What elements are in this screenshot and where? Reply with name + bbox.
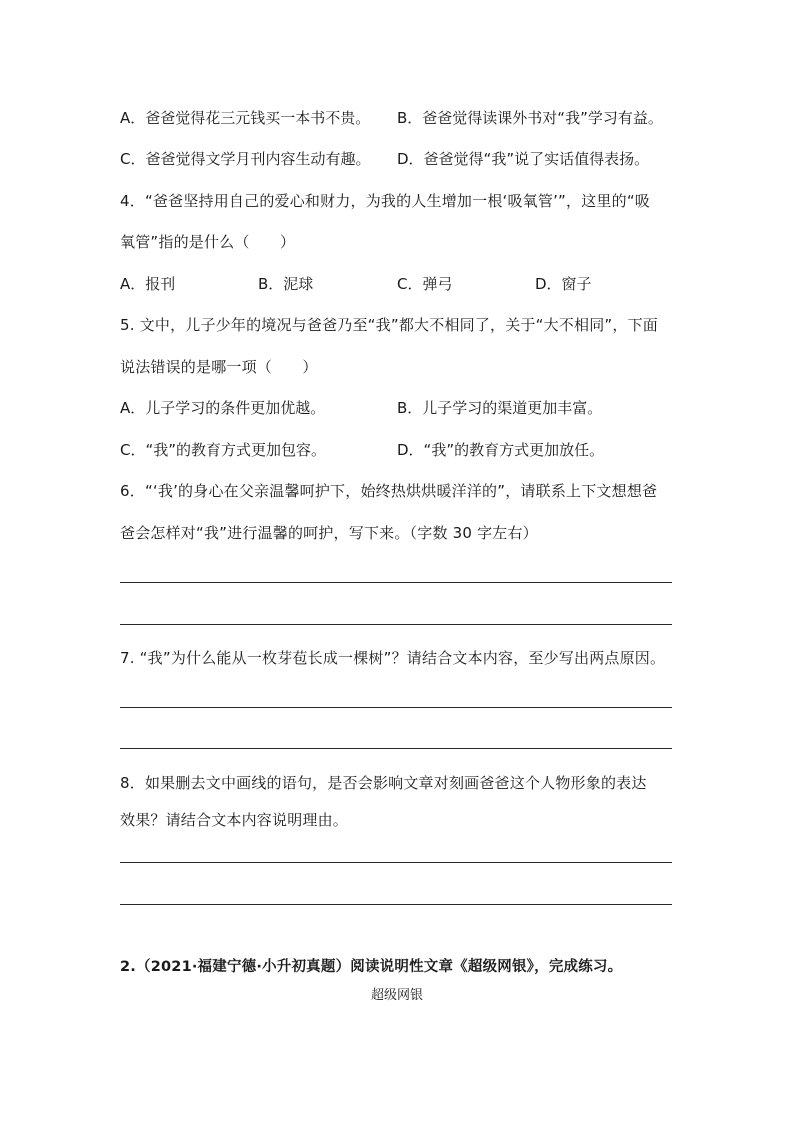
q6-text-line1: 6．“‘我’的身心在父亲温馨呵护下，始终热烘烘暖洋洋的”，请联系上下文想想爸 [120,482,658,500]
q5-option-b: B．儿子学习的渠道更加丰富。 [397,399,603,417]
q7-answer-line-1[interactable] [120,707,672,708]
q6-text-line2: 爸会怎样对“我”进行温馨的呵护，写下来。（字数 30 字左右） [120,524,538,542]
q4-text-line2: 氧管”指的是什么（ ） [120,233,296,251]
article-title: 超级网银 [370,988,423,1003]
q7-answer-line-2[interactable] [120,748,672,749]
q3-option-c: C．爸爸觉得文学月刊内容生动有趣。 [120,150,371,168]
q6-answer-line-2[interactable] [120,624,672,625]
q6-answer-line-1[interactable] [120,582,672,583]
q7-text-line1: 7. “我”为什么能从一枚芽苞长成一棵树”？请结合文本内容，至少写出两点原因。 [120,649,666,667]
q5-option-a: A．儿子学习的条件更加优越。 [120,399,326,417]
q4-option-d: D．窗子 [535,275,592,293]
q3-option-a: A．爸爸觉得花三元钱买一本书不贵。 [120,109,371,127]
q8-text-line1: 8．如果删去文中画线的语句，是否会影响文章对刻画爸爸这个人物形象的表达 [120,774,647,792]
q4-option-a: A．报刊 [120,275,176,293]
q8-text-line2: 效果？请结合文本内容说明理由。 [120,811,349,829]
q5-option-c: C．“我”的教育方式更加包容。 [120,441,327,459]
q5-text-line2: 说法错误的是哪一项（ ） [120,358,318,376]
q8-answer-line-2[interactable] [120,904,672,905]
q5-text-line1: 5. 文中，儿子少年的境况与爸爸乃至“我”都大不相同了，关于“大不相同”，下面 [120,316,658,334]
section2-heading: 2.（2021·福建宁德·小升初真题）阅读说明性文章《超级网银》，完成练习。 [120,959,623,975]
q4-option-c: C．弹弓 [397,275,453,293]
q5-option-d: D．“我”的教育方式更加放任。 [397,441,605,459]
q8-answer-line-1[interactable] [120,862,672,863]
q3-option-b: B．爸爸觉得读课外书对“我”学习有益。 [397,109,663,127]
q3-option-d: D．爸爸觉得“我”说了实话值得表扬。 [397,150,650,168]
q4-text-line1: 4．“爸爸坚持用自己的爱心和财力，为我的人生增加一根‘吸氧管’”，这里的“吸 [120,192,650,210]
q4-option-b: B．泥球 [258,275,314,293]
